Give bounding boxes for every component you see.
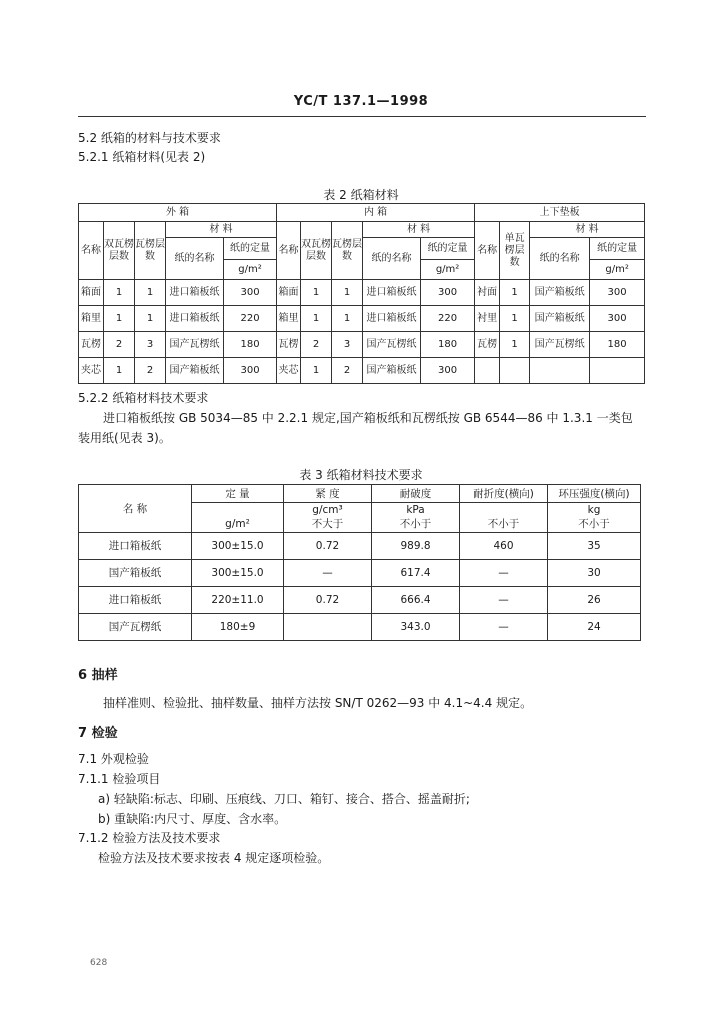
section-6-heading: 6 抽样 (78, 668, 118, 683)
table-3 (78, 484, 641, 641)
cell: 0.72 (284, 533, 372, 560)
cell: 180 (421, 332, 475, 358)
table-2-header-double: 双瓦楞层数 (104, 222, 135, 280)
cell: 300 (224, 358, 277, 384)
cell: 1 (301, 280, 332, 306)
table-row (79, 306, 645, 332)
header-rule (78, 116, 646, 117)
table-3-header-mid: g/cm³ (284, 503, 372, 517)
cell: — (460, 560, 548, 587)
table-3-header-top: 环压强度(横向) (548, 485, 641, 503)
cell: 瓦楞 (277, 332, 301, 358)
cell: 35 (548, 533, 641, 560)
table-2-header-paper: 纸的名称 (530, 238, 590, 280)
cell: 衬面 (475, 280, 500, 306)
table-2-header-material: 材 料 (530, 222, 645, 238)
cell: 国产瓦楞纸 (79, 614, 192, 641)
cell: 1 (500, 306, 530, 332)
cell: 220±11.0 (192, 587, 284, 614)
cell: 24 (548, 614, 641, 641)
cell: 2 (135, 358, 166, 384)
cell: 1 (332, 306, 363, 332)
table-2-header-double: 双瓦楞层数 (301, 222, 332, 280)
table-3-header-top: 紧 度 (284, 485, 372, 503)
section-6-text: 抽样准则、检验批、抽样数量、抽样方法按 SN/T 0262—93 中 4.1~4.4 规定。 (103, 696, 533, 710)
cell: — (460, 587, 548, 614)
cell: 国产瓦楞纸 (363, 332, 421, 358)
cell: 1 (104, 280, 135, 306)
cell: 夹芯 (277, 358, 301, 384)
cell (284, 614, 372, 641)
cell: 1 (500, 332, 530, 358)
table-2-header-weight: 纸的定量 (590, 238, 645, 260)
cell: 300 (590, 306, 645, 332)
cell: 进口箱板纸 (166, 280, 224, 306)
cell (590, 358, 645, 384)
cell: 26 (548, 587, 641, 614)
cell: — (284, 560, 372, 587)
cell: 国产箱板纸 (79, 560, 192, 587)
cell (475, 358, 500, 384)
cell: 国产箱板纸 (166, 358, 224, 384)
table-2-header-unit: g/m² (421, 260, 475, 280)
cell: 1 (104, 358, 135, 384)
cell: 国产瓦楞纸 (530, 332, 590, 358)
cell: 1 (301, 358, 332, 384)
cell: 进口箱板纸 (363, 306, 421, 332)
table-2-header-material: 材 料 (363, 222, 475, 238)
cell: 国产箱板纸 (530, 306, 590, 332)
table-2-header-weight: 纸的定量 (421, 238, 475, 260)
table-2-header-unit: g/m² (590, 260, 645, 280)
table-3-header-bottom: 不大于 (284, 517, 372, 533)
cell: 2 (332, 358, 363, 384)
table-row (79, 614, 641, 641)
table-3-header-name: 名 称 (79, 485, 192, 533)
cell: 180±9 (192, 614, 284, 641)
cell: 箱里 (277, 306, 301, 332)
cell: 国产箱板纸 (363, 358, 421, 384)
cell: 180 (224, 332, 277, 358)
table-2-header-name: 名称 (475, 222, 500, 280)
table-2 (78, 203, 645, 384)
section-7-heading: 7 检验 (78, 726, 118, 741)
cell: 3 (332, 332, 363, 358)
cell: 3 (135, 332, 166, 358)
table-3-header-mid (460, 503, 548, 517)
table-3-header-bottom: 不小于 (460, 517, 548, 533)
table-2-header-single: 单瓦楞层数 (500, 222, 530, 280)
cell: 1 (301, 306, 332, 332)
cell: 1 (500, 280, 530, 306)
table-3-header-top: 耐折度(横向) (460, 485, 548, 503)
cell (500, 358, 530, 384)
cell: 2 (301, 332, 332, 358)
cell: 300 (421, 358, 475, 384)
cell: 0.72 (284, 587, 372, 614)
cell: 666.4 (372, 587, 460, 614)
table-3-header-bottom: 不小于 (548, 517, 641, 533)
standard-header: YC/T 137.1—1998 (293, 94, 429, 109)
cell: 1 (135, 306, 166, 332)
table-3-header-top: 耐破度 (372, 485, 460, 503)
table-2-group-outer: 外 箱 (79, 204, 277, 222)
cell: 瓦楞 (475, 332, 500, 358)
section-5-2-2-text-line-1: 进口箱板纸按 GB 5034—85 中 2.2.1 规定,国产箱板纸和瓦楞纸按 GB 6544—86 中 1.3.1 一类包 (103, 411, 633, 425)
cell: 夹芯 (79, 358, 104, 384)
cell: 180 (590, 332, 645, 358)
cell: 460 (460, 533, 548, 560)
cell: 30 (548, 560, 641, 587)
cell: 989.8 (372, 533, 460, 560)
table-3-caption: 表 3 纸箱材料技术要求 (299, 468, 423, 482)
section-7-1-2-heading: 7.1.2 检验方法及技术要求 (78, 831, 221, 845)
table-row (79, 587, 641, 614)
cell: 220 (224, 306, 277, 332)
section-5-2-2-heading: 5.2.2 纸箱材料技术要求 (78, 391, 209, 405)
cell: 300 (224, 280, 277, 306)
cell: 进口箱板纸 (166, 306, 224, 332)
table-2-caption: 表 2 纸箱材料 (323, 188, 399, 202)
table-2-header-paper: 纸的名称 (363, 238, 421, 280)
cell: 进口箱板纸 (79, 587, 192, 614)
table-row (79, 533, 641, 560)
section-7-1-2-text: 检验方法及技术要求按表 4 规定逐项检验。 (98, 851, 330, 865)
cell: 瓦楞 (79, 332, 104, 358)
cell: 箱面 (277, 280, 301, 306)
table-row (79, 358, 645, 384)
page-number: 628 (90, 958, 108, 968)
cell: 国产瓦楞纸 (166, 332, 224, 358)
table-2-header-flute: 瓦楞层数 (135, 222, 166, 280)
table-2-group-inner: 内 箱 (277, 204, 475, 222)
section-5-2-2-text-line-2: 装用纸(见表 3)。 (78, 431, 171, 445)
cell: 衬里 (475, 306, 500, 332)
table-2-header-weight: 纸的定量 (224, 238, 277, 260)
section-5-2-heading: 5.2 纸箱的材料与技术要求 (78, 131, 221, 145)
cell: 1 (332, 280, 363, 306)
cell: 220 (421, 306, 475, 332)
section-5-2-1-heading: 5.2.1 纸箱材料(见表 2) (78, 150, 206, 164)
table-3-header-bottom: 不小于 (372, 517, 460, 533)
cell: 300 (421, 280, 475, 306)
table-2-header-unit: g/m² (224, 260, 277, 280)
cell: 617.4 (372, 560, 460, 587)
cell: 箱面 (79, 280, 104, 306)
section-7-1-1-item-b: b) 重缺陷:内尺寸、厚度、含水率。 (98, 812, 287, 826)
table-2-header-name: 名称 (79, 222, 104, 280)
cell: 343.0 (372, 614, 460, 641)
table-2-header-name: 名称 (277, 222, 301, 280)
table-2-header-paper: 纸的名称 (166, 238, 224, 280)
table-3-header-top: 定 量 (192, 485, 284, 503)
table-3-header-bottom: g/m² (192, 517, 284, 533)
table-2-header-material: 材 料 (166, 222, 277, 238)
cell: 300±15.0 (192, 533, 284, 560)
table-2-group-pad: 上下垫板 (475, 204, 645, 222)
cell: 进口箱板纸 (363, 280, 421, 306)
cell: 300 (590, 280, 645, 306)
section-7-1-1-item-a: a) 轻缺陷:标志、印刷、压痕线、刀口、箱钉、接合、搭合、摇盖耐折; (98, 792, 470, 806)
section-7-1-heading: 7.1 外观检验 (78, 752, 149, 766)
cell: 1 (135, 280, 166, 306)
cell: 2 (104, 332, 135, 358)
cell: — (460, 614, 548, 641)
table-row (79, 280, 645, 306)
section-7-1-1-heading: 7.1.1 检验项目 (78, 772, 161, 786)
cell (530, 358, 590, 384)
cell: 1 (104, 306, 135, 332)
cell: 箱里 (79, 306, 104, 332)
cell: 进口箱板纸 (79, 533, 192, 560)
cell: 国产箱板纸 (530, 280, 590, 306)
table-3-header-mid: kg (548, 503, 641, 517)
table-3-header-mid: kPa (372, 503, 460, 517)
table-3-header-mid (192, 503, 284, 517)
table-row (79, 560, 641, 587)
table-row (79, 332, 645, 358)
table-2-header-flute: 瓦楞层数 (332, 222, 363, 280)
cell: 300±15.0 (192, 560, 284, 587)
